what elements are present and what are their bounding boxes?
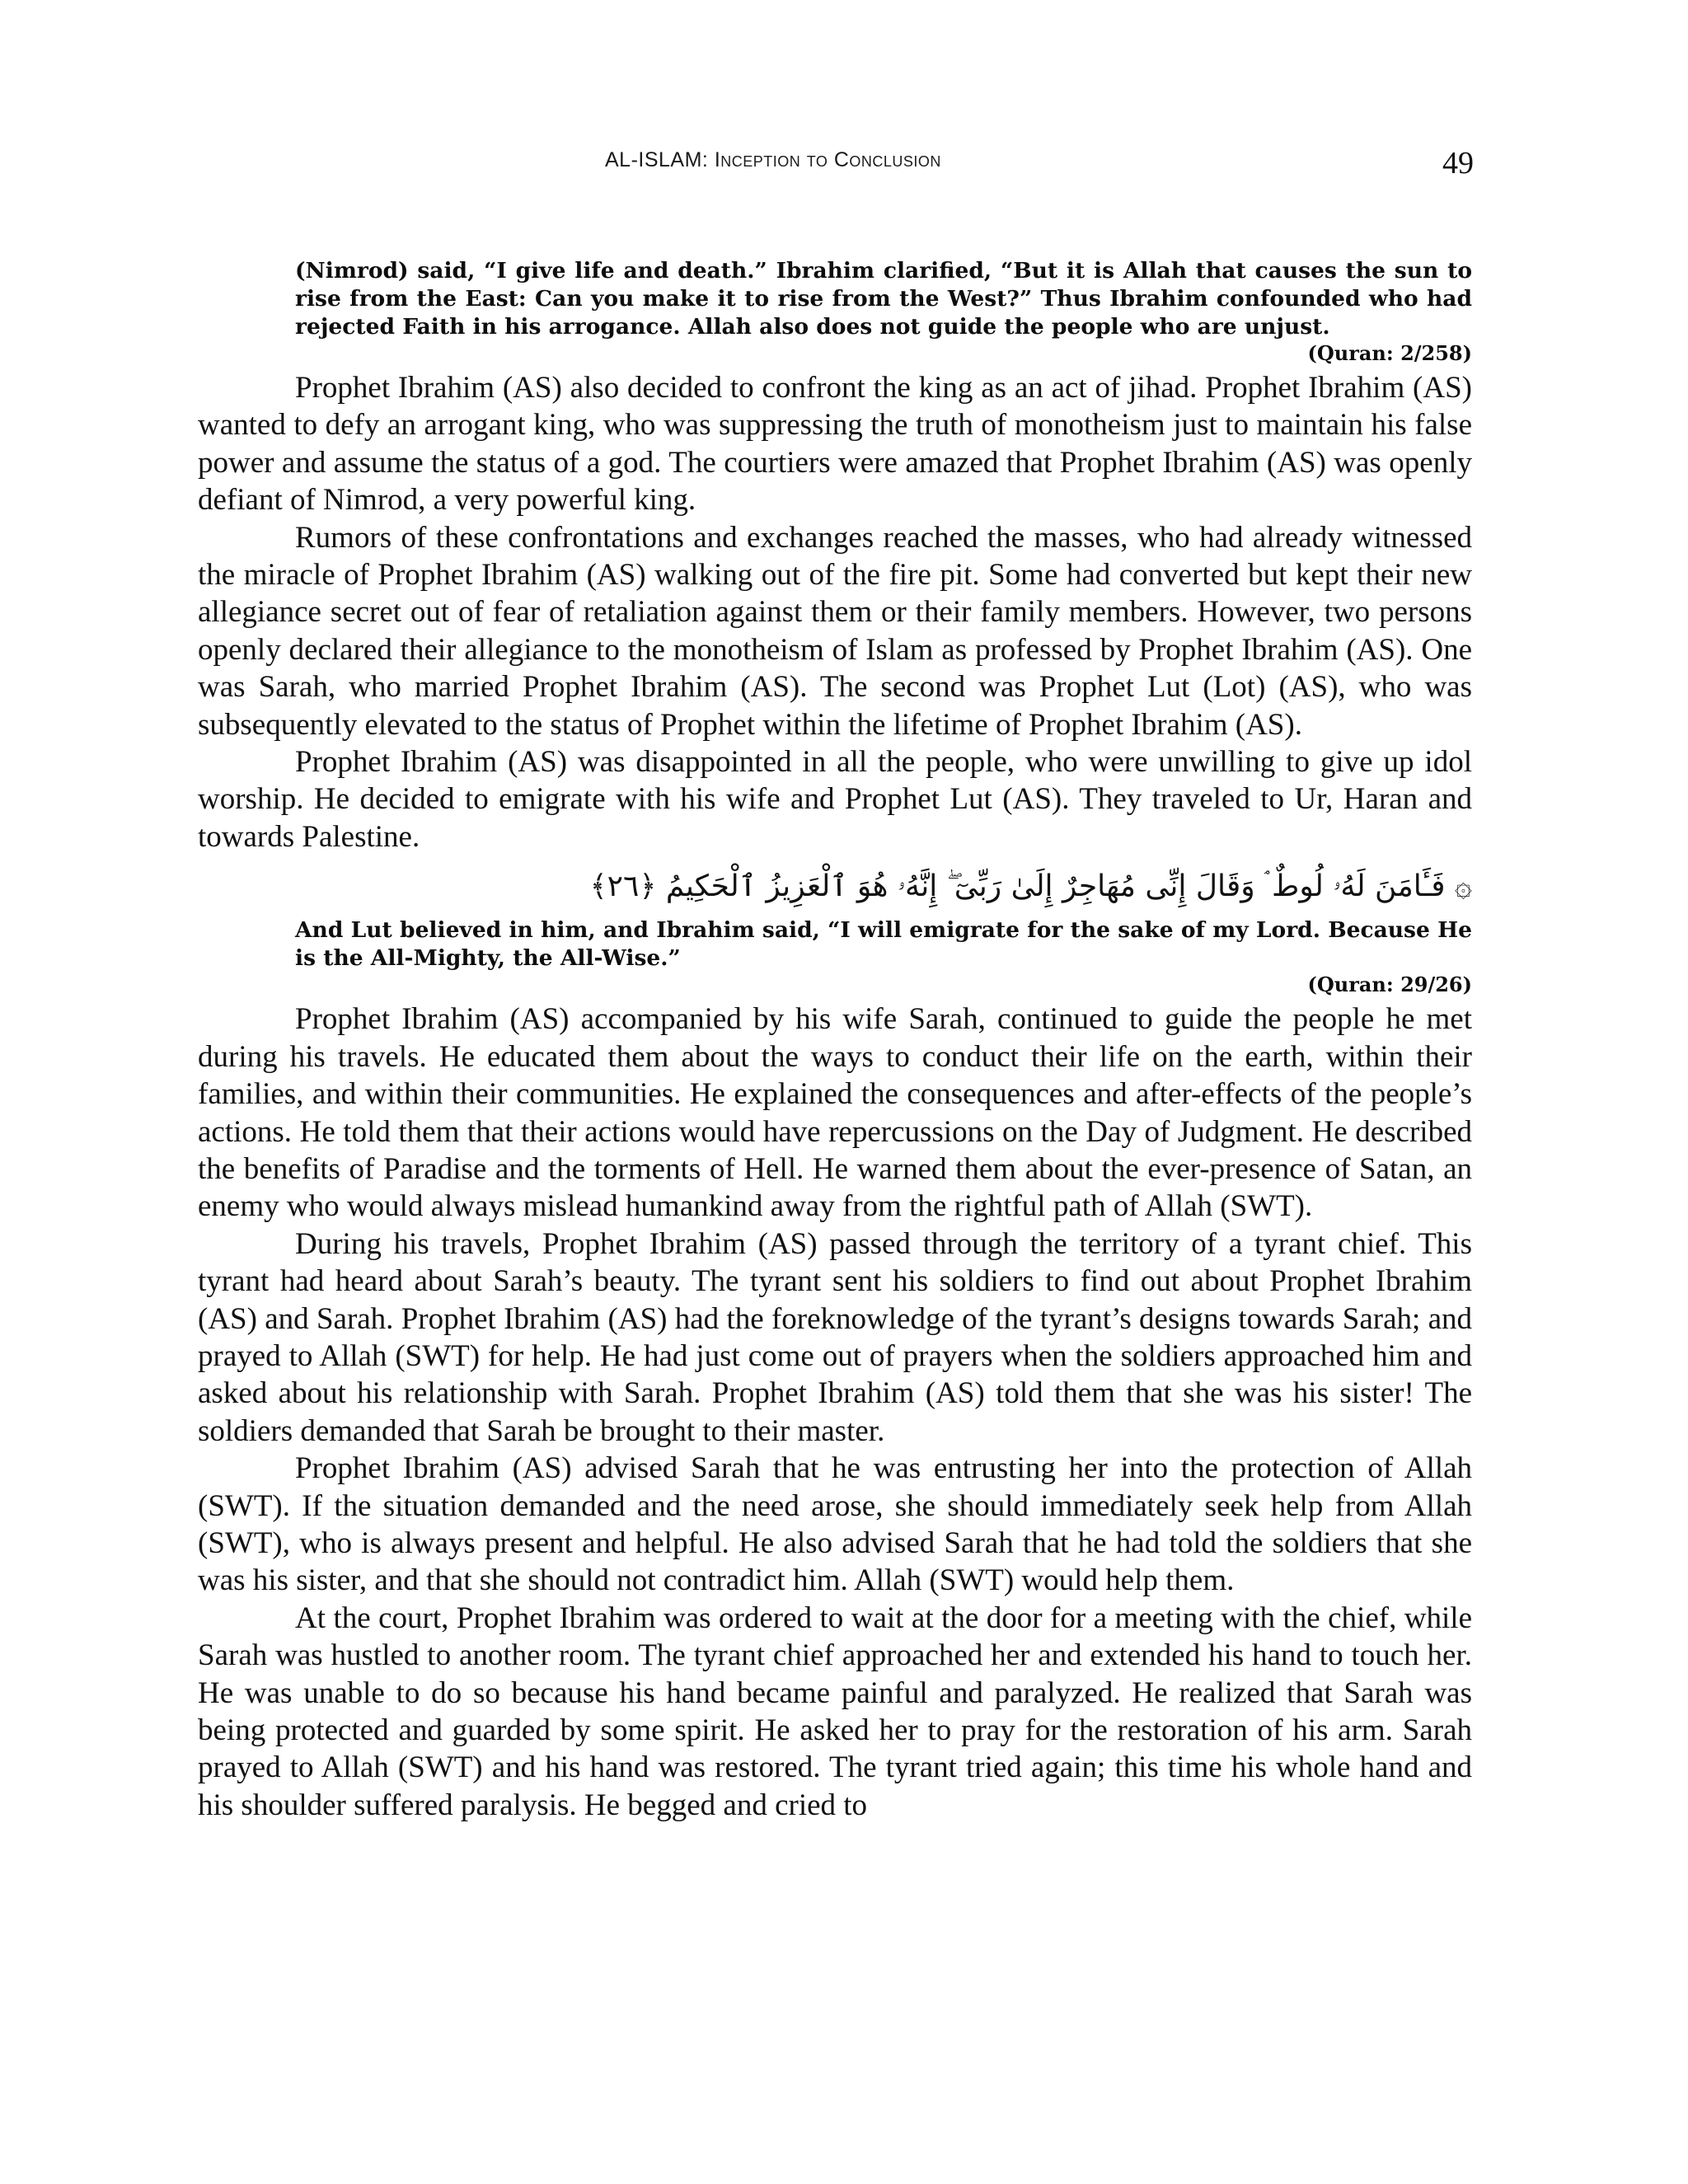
paragraph: During his travels, Prophet Ibrahim (AS) passed through the territory of a tyrant chief. This tyrant had heard about Sarah’s beauty. The tyrant sent his soldiers to find out about Prophet Ibrahim (AS) and Sarah. Prophet Ibrahim (AS) had the foreknowledge of the tyrant’s designs towards Sarah; and prayed to Allah (SWT) for help. He had just come out of prayers when the soldiers approached him and asked about his relationship with Sarah. Prophet Ibrahim (AS) told them that she was his sister! The soldiers demanded that Sarah be brought to their master. bbox=[198, 1226, 1472, 1448]
paragraph: Rumors of these confrontations and exchanges reached the masses, who had already witnessed the miracle of Prophet Ibrahim (AS) walking out of the fire pit. Some had converted but kept their new allegiance secret out of fear of retaliation against them or their family members. However, two persons openly declared their allegiance to the monotheism of Islam as professed by Prophet Ibrahim (AS). One was Sarah, who married Prophet Ibrahim (AS). The second was Prophet Lut (Lot) (AS), who was subsequently elevated to the status of Prophet within the lifetime of Prophet Ibrahim (AS). bbox=[198, 520, 1472, 742]
paragraph: Prophet Ibrahim (AS) accompanied by his wife Sarah, continued to guide the people he met during his travels. He educated them about the ways to conduct their life on the earth, within their families, and within their communities. He explained the consequences and after-effects of the people’s actions. He told them that their actions would have repercussions on the Day of Judgment. He described the benefits of Paradise and the torments of Hell. He warned them about the ever-presence of Satan, an enemy who would always mislead humankind away from the rightful path of Allah (SWT). bbox=[198, 1002, 1472, 1224]
quran-citation: (Quran: 2/258) bbox=[1307, 341, 1472, 365]
arabic-verse: ۞ فَـَٔامَنَ لَهُۥ لُوطٌ ۘ وَقَالَ إِنِّى مُهَاجِرٌ إِلَىٰ رَبِّىٓ ۖ إِنَّهُۥ هُوَ ٱلْعَزِيزُ ٱلْحَكِيمُ ﴿٢٦﴾ bbox=[589, 869, 1472, 904]
paragraph: At the court, Prophet Ibrahim was ordered to wait at the door for a meeting with the chief, while Sarah was hustled to another room. The tyrant chief approached her and extended his hand to touch her. He was unable to do so because his hand became painful and paralyzed. He realized that Sarah was being protected and guarded by some spirit. He asked her to pray for the restoration of his arm. Sarah prayed to Allah (SWT) and his hand was restored. The tyrant tried again; this time his whole hand and his shoulder suffered paralysis. He begged and cried to bbox=[198, 1601, 1472, 1822]
page-header bbox=[0, 147, 1688, 196]
paragraph: Prophet Ibrahim (AS) advised Sarah that he was entrusting her into the protection of Allah (SWT). If the situation demanded and the need arose, she should immediately seek help from Allah (SWT), who is always present and helpful. He also advised Sarah that he had told the soldiers that she was his sister, and that she should not contradict him. Allah (SWT) would help them. bbox=[198, 1451, 1472, 1598]
page-number: 49 bbox=[1442, 146, 1474, 180]
running-title: AL-ISLAM: Inception to Conclusion bbox=[605, 148, 941, 171]
paragraph: Prophet Ibrahim (AS) also decided to confront the king as an act of jihad. Prophet Ibrahim (AS) wanted to defy an arrogant king, who was suppressing the truth of monotheism just to maintain his false power and assume the status of a god. The courtiers were amazed that Prophet Ibrahim (AS) was openly defiant of Nimrod, a very powerful king. bbox=[198, 371, 1472, 518]
quran-quote-translation: (Nimrod) said, “I give life and death.” Ibrahim clarified, “But it is Allah that causes the sun to rise from the East: Can you make it to rise from the West?” Thus Ibrahim confounded who had rejected Faith in his arrogance. Allah also does not guide the people who are unjust. bbox=[295, 258, 1472, 340]
quran-quote-translation: And Lut believed in him, and Ibrahim said, “I will emigrate for the sake of my Lord. Because He is the All-Mighty, the All-Wise.” bbox=[295, 917, 1472, 972]
paragraph: Prophet Ibrahim (AS) was disappointed in all the people, who were unwilling to give up idol worship. He decided to emigrate with his wife and Prophet Lut (AS). They traveled to Ur, Haran and towards Palestine. bbox=[198, 745, 1472, 854]
page-body bbox=[198, 257, 1472, 1824]
quran-citation: (Quran: 29/26) bbox=[1307, 972, 1472, 997]
